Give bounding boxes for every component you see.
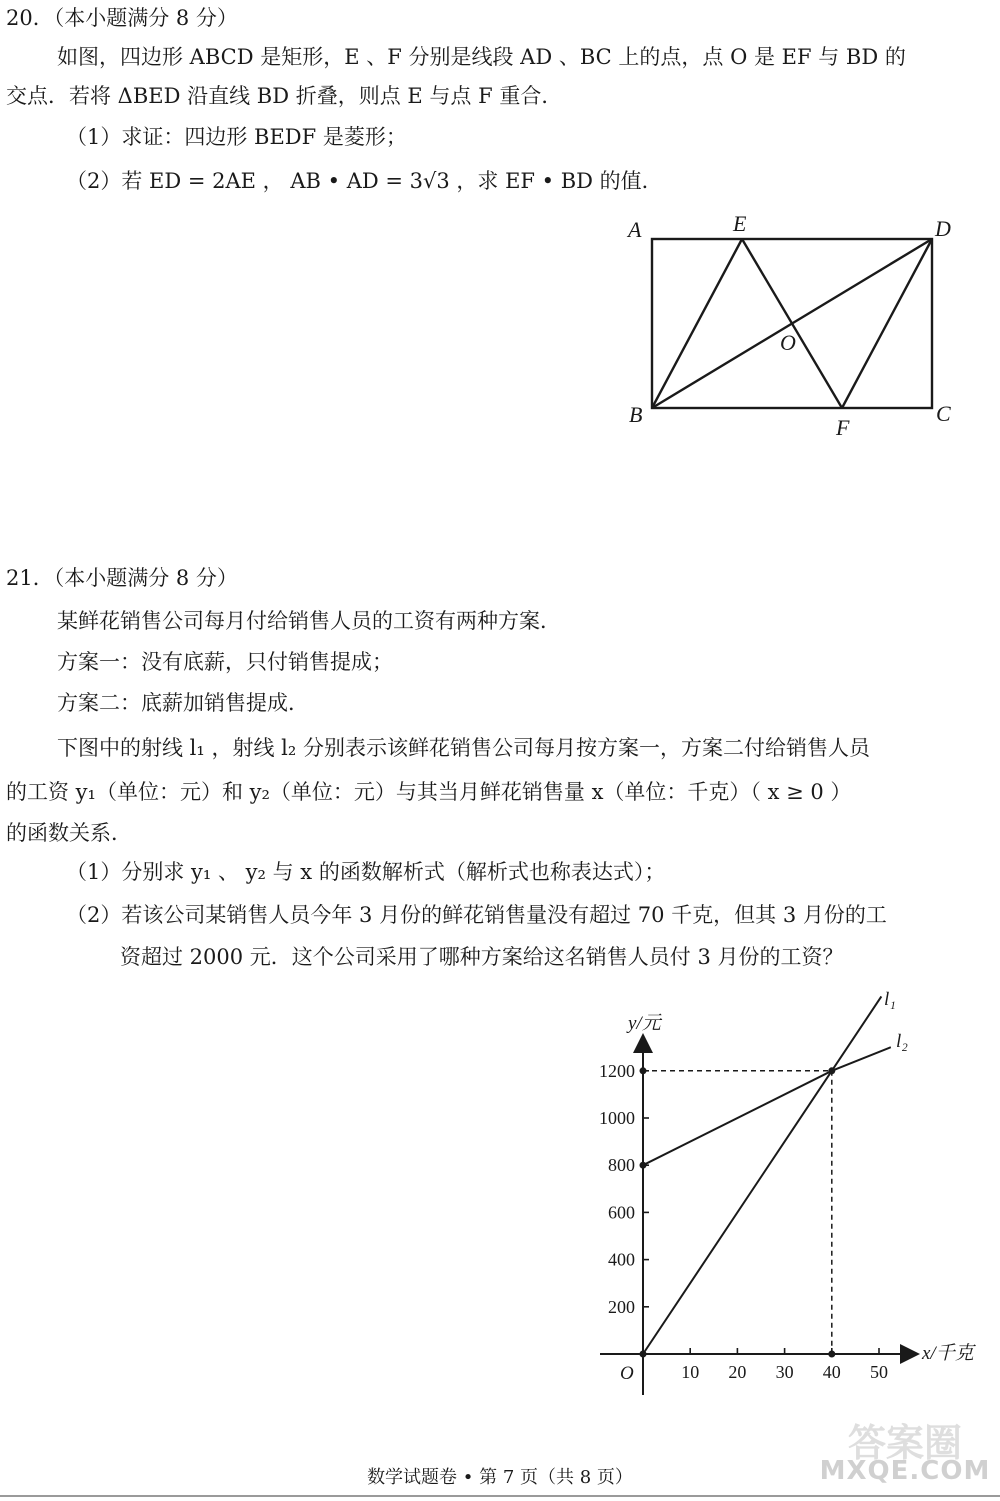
q21-header: 21．（本小题满分 8 分）	[6, 566, 238, 590]
salary-graph	[580, 985, 1000, 1405]
q21-plan-2: 方案二：底薪加销售提成．	[57, 691, 309, 715]
q21-plan-1: 方案一：没有底薪，只付销售提成；	[57, 650, 393, 674]
q20-line-2: 交点．若将 ΔBED 沿直线 BD 折叠，则点 E 与点 F 重合．	[6, 84, 563, 108]
q20-part-2: （2）若 ED = 2AE ， AB • AD = 3√3 ，求 EF • BD 的值．	[66, 169, 663, 193]
watermark-text: MXQE.COM	[819, 1456, 991, 1486]
label-o: O	[780, 330, 796, 355]
point-intersection	[828, 1067, 835, 1074]
origin-label: O	[620, 1363, 634, 1384]
q21-line-1: 某鲜花销售公司每月付给销售人员的工资有两种方案．	[57, 609, 561, 633]
segment-be	[652, 239, 742, 408]
segment-fd	[842, 239, 932, 408]
y-axis-label: y/元	[628, 1013, 661, 1034]
watermark-logo: 答案圈	[847, 1421, 962, 1465]
point-origin	[640, 1351, 647, 1358]
q21-part-1: （1）分别求 y₁ 、 y₂ 与 x 的函数解析式（解析式也称表达式）；	[66, 860, 666, 884]
series-line-l1	[643, 996, 881, 1354]
q20-header: 20．（本小题满分 8 分）	[6, 6, 238, 30]
q21-line-5: 的工资 y₁（单位：元）和 y₂（单位：元）与其当月鲜花销售量 x（单位：千克）（ x ≥ 0 ）	[6, 780, 852, 804]
x-tick-label: 50	[870, 1362, 888, 1382]
series-label-l2: l₂	[896, 1031, 908, 1052]
q21-line-4: 下图中的射线 l₁ ，射线 l₂ 分别表示该鲜花销售公司每月按方案一，方案二付给销售人员	[57, 736, 870, 760]
x-tick-label: 40	[822, 1362, 841, 1382]
y-tick-label: 600	[608, 1202, 635, 1223]
series-line-l2	[643, 1047, 891, 1165]
q21-part-2-cont: 资超过 2000 元．这个公司采用了哪种方案给这名销售人员付 3 月份的工资？	[120, 945, 844, 969]
label-c: C	[936, 401, 951, 426]
q20-line-1: 如图，四边形 ABCD 是矩形，E 、F 分别是线段 AD 、BC 上的点，点 O 是 EF 与 BD 的	[57, 45, 906, 69]
series-label-l1: l₁	[884, 989, 896, 1010]
y-tick-label: 800	[608, 1155, 635, 1176]
label-d: D	[935, 216, 951, 241]
rectangle-figure	[620, 208, 965, 443]
q21-line-6: 的函数关系．	[6, 821, 132, 845]
q21-part-2: （2）若该公司某销售人员今年 3 月份的鲜花销售量没有超过 70 千克，但其 3 月份的工	[66, 903, 887, 927]
watermark	[815, 1412, 995, 1492]
label-b: B	[629, 402, 643, 427]
point-40	[828, 1351, 835, 1358]
point-1200-axis	[640, 1067, 647, 1074]
y-tick-label: 1200	[599, 1060, 635, 1081]
label-f: F	[836, 415, 850, 440]
y-tick-label: 1000	[599, 1108, 635, 1128]
y-tick-label: 400	[608, 1249, 635, 1270]
x-tick-label: 20	[728, 1362, 747, 1382]
point-800	[640, 1162, 647, 1169]
label-a: A	[628, 217, 642, 242]
x-tick-label: 30	[775, 1362, 794, 1382]
y-tick-label: 200	[608, 1296, 635, 1317]
x-axis-label: x/千克	[922, 1343, 974, 1364]
q20-part-1: （1）求证：四边形 BEDF 是菱形；	[66, 125, 407, 149]
label-e: E	[733, 211, 747, 236]
footer-rule	[0, 1495, 1000, 1497]
segment-ef	[742, 239, 842, 408]
x-tick-label: 10	[681, 1362, 700, 1382]
page-footer: 数学试题卷 • 第 7 页（共 8 页）	[367, 1467, 633, 1488]
